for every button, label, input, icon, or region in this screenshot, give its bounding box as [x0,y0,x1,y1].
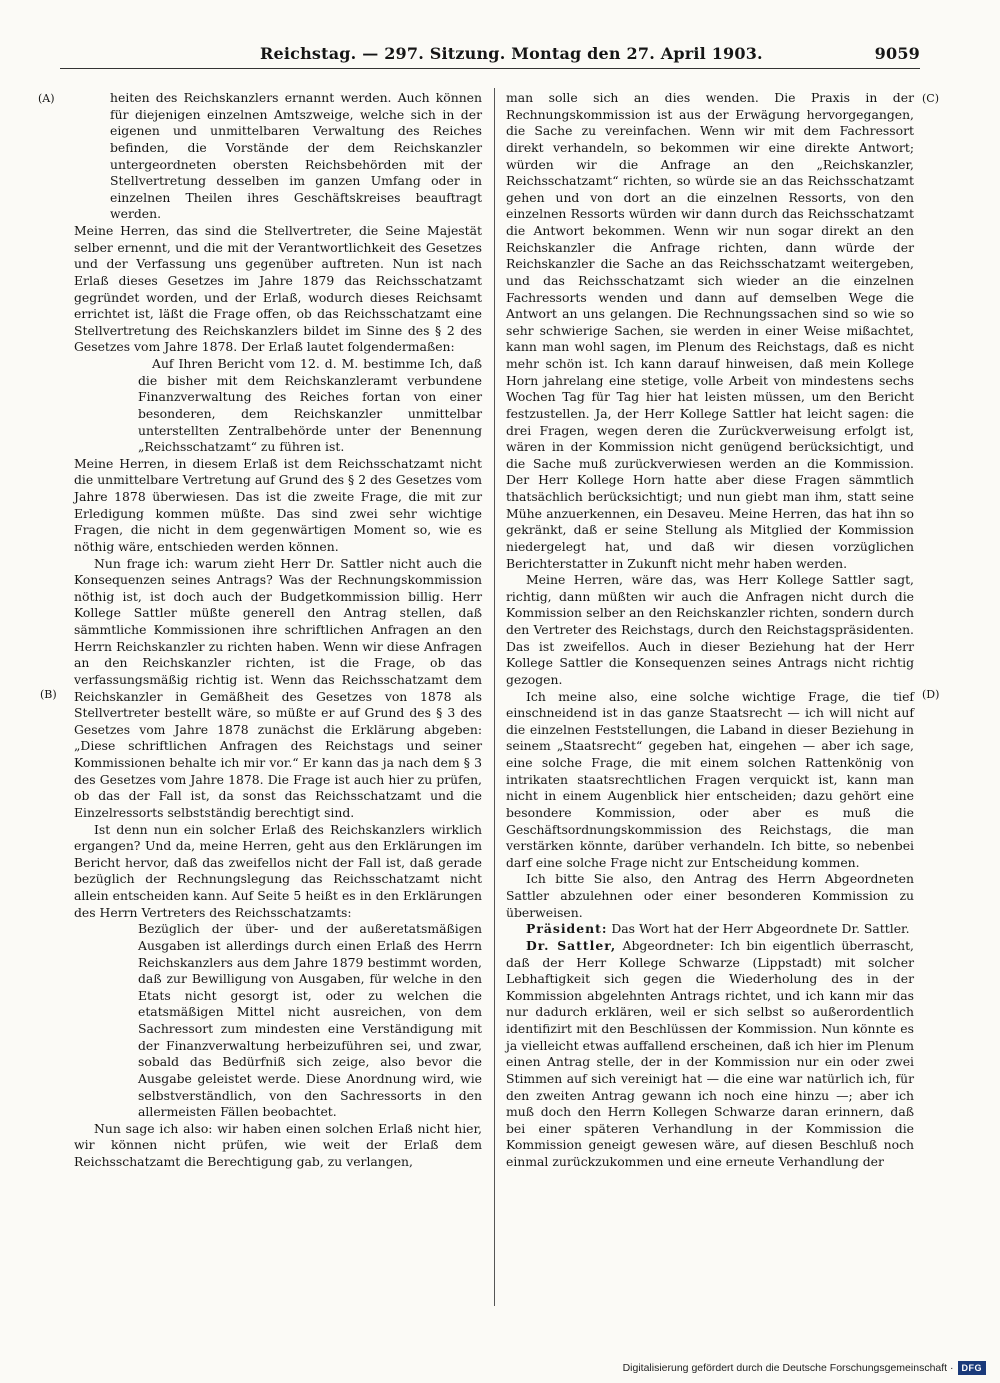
paragraph [74,223,482,356]
paragraph-text: Meine Herren, in diesem Erlaß ist dem Reichsschatzamt nicht die unmittelbare Vertretung auf Grund des § 2 des Gesetzes vom Jahre 1878 überwiesen. Das ist die zweite Frage, die mit zur Erledigung kommen müßte. Das sind zwei sehr wichtige Fragen, die nicht in dem gegenwärtigen Moment so, wie es nöthig wäre, entschieden werden können. [74,455,482,554]
paragraph-text: Abgeordneter: Ich bin eigentlich überrascht, daß der Herr Kollege Schwarze (Lippstadt) mit solcher Lebhaftigkeit sich gegen die Wiederholung des in der Kommission abgelehnten Antrags richtet, und ich kann mir das nur dadurch erklären, weil er sich selbst so außerordentlich identifizirt mit den Beschlüssen der Kommission. Nun könnte es ja vielleicht etwas auffallend erscheinen, daß ich hier im Plenum einen Antrag stelle, der in der Kommission nur ein oder zwei Stimmen auf sich vereinigt hat — die eine war natürlich ich, für den zweiten Antrag gewann ich noch eine hinzu —; aber ich muß doch den Herrn Kollegen Schwarze daran erinnern, daß bei einer späteren Verhandlung in der Kommission die Kommission geneigt gewesen wäre, auf diesen Beschluß noch einmal zurückzukommen und eine erneute Verhandlung der [506,937,915,1169]
paragraph-text: Ist denn nun ein solcher Erlaß des Reichskanzlers wirklich ergangen? Und da, meine Herren, geht aus den Erklärungen im Bericht hervor, daß das zweifellos nicht der Fall ist, daß gerade bezüglich der Rechnungslegung das Reichsschatzamt nicht allein entscheiden kann. Auf Seite 5 heißt es in den Erklärungen des Herrn Vertreters des Reichsschatzamts: [74,821,482,920]
paragraph-text: Meine Herren, das sind die Stellvertreter, die Seine Majestät selber ernennt, und die mit der Verantwortlichkeit des Gesetzes und der Verfassung uns gegenüber auftreten. Nun ist nach Erlaß dieses Gesetzes im Jahre 1879 das Reichsschatzamt gegründet worden, und der Erlaß, wodurch dieses Reichsamt errichtet ist, läßt die Frage offen, ob das Reichsschatzamt eine Stellvertretung des Reichskanzlers bildet im Sinne des § 2 des Gesetzes vom Jahre 1878. Der Erlaß lautet folgendermaßen: [74,223,482,355]
paragraph-text: Auf Ihren Bericht vom 12. d. M. bestimme Ich, daß die bisher mit dem Reichskanzleramt verbundene Finanzverwaltung des Reiches fortan von einer besonderen, dem Reichskanzler unmittelbar unterstellten Zentralbehörde unter der Benennung „Reichsschatzamt“ zu führen ist. [138,356,482,455]
dfg-logo: DFG [958,1361,987,1375]
paragraph [74,556,482,822]
margin-mark-b: (B) [40,688,57,701]
paragraph [74,356,482,456]
paragraph-text: Ich meine also, eine solche wichtige Frage, die tief einschneidend ist in das ganze Staatsrecht — ich will nicht auf die einzelnen Feststellungen, die Laband in dieser Beziehung in seinem „Staatsrecht“ gegeben hat, eingehen — aber ich sage, eine solche Frage, die mit einem solchen Rattenkönig von intrikaten staatsrechtlichen Fragen verquickt ist, kann man nicht in einem Augenblick hier entscheiden; dazu gehört eine besondere Kommission, oder aber es muß die Geschäftsordnungskommission des Reichstags, die man verstärken könnte, darüber verhandeln. Ich bitte, so nebenbei darf eine solche Frage nicht zur Entscheidung kommen. [506,688,914,870]
left-text-column [74,90,482,1171]
paragraph [506,90,914,572]
speaker-name: Dr. Sattler, [526,937,617,953]
paragraph-text: Meine Herren, wäre das, was Herr Kollege Sattler sagt, richtig, dann müßten wir auch die Anfragen nicht durch die Kommission selber an den Reichskanzler richten, sondern durch den Vertreter des Reichstags, durch den Reichstagspräsidenten. Das ist zweifellos. Auch in dieser Beziehung hat der Herr Kollege Sattler die Konsequenzen seines Antrags nicht richtig gezogen. [506,572,914,687]
paragraph [506,689,914,872]
speaker-name: Präsident: [526,921,608,937]
header-title: Reichstag. — 297. Sitzung. Montag den 27. April 1903. [260,44,763,63]
paragraph-text: heiten des Reichskanzlers ernannt werden. Auch können für diejenigen einzelnen Amtszweige, welche sich in der eigenen und unmittelbaren Verwaltung des Reiches befinden, die Vorstände der dem Reichskanzler untergeordneten obersten Reichsbehörden mit der Stellvertretung desselben im ganzen Umfang oder in einzelnen Theilen ihres Geschäftskreises beauftragt werden. [110,90,482,222]
paragraph [74,921,482,1121]
column-divider [494,88,495,1306]
margin-mark-c: (C) [922,92,939,105]
paragraph-text: Das Wort hat der Herr Abgeordnete Dr. Sattler. [607,921,910,937]
paragraph [74,1121,482,1171]
right-text-column [506,90,914,1171]
margin-mark-a: (A) [38,92,55,105]
paragraph [506,921,914,938]
paragraph [506,871,914,921]
page-number: 9059 [874,44,920,63]
paragraph-text: Ich bitte Sie also, den Antrag des Herrn Abgeordneten Sattler abzulehnen oder einer besonderen Kommission zu überweisen. [506,871,914,920]
margin-mark-d: (D) [922,688,940,701]
page-header [60,42,920,69]
paragraph [74,822,482,922]
footer-credit [623,1361,986,1375]
paragraph [74,456,482,556]
paragraph-text: man solle sich an dies wenden. Die Praxis in der Rechnungskommission ist aus der Erwägung hervorgegangen, die Sache zu vereinfachen. Wenn wir mit dem Fachressort direkt verhandeln, so bekommen wir eine direkte Antwort; würden wir die Anfrage an den „Reichskanzler, Reichsschatzamt“ richten, so würde sie an das Reichsschatzamt gehen und von dort an die einzelnen Ressorts, von den einzelnen Ressorts würden wir dann durch das Reichsschatzamt die Antwort bekommen. Wenn wir nun sogar direkt an den Reichskanzler die Anfrage richten, dann würde der Reichskanzler die Sache an das Reichsschatzamt weitergeben, und das Reichsschatzamt sich wieder an die einzelnen Fachressorts wenden und dann auf demselben Wege die Antwort an uns gelangen. Die Rechnungssachen sind so wie so sehr schwierige Sachen, sie werden in einer Weise mißachtet, kann man wohl sagen, im Plenum des Reichstags, daß es nicht mehr schön ist. Ich kann darauf hinweisen, daß mein Kollege Horn jahrelang eine stetige, volle Arbeit von mindestens sechs Wochen Tag für Tag hier hat leisten müssen, um den Bericht festzustellen. Ja, der Herr Kollege Sattler hat leicht sagen: die drei Fragen, wegen deren die Zurückverweisung erfolgt ist, wären in der Kommission nicht genügend berücksichtigt, und die Sache muß zurückverwiesen werden an die Kommission. Der Herr Kollege Horn hatte aber diese Fragen sämmtlich thatsächlich berücksichtigt; und nun giebt man ihm, statt seine Mühe anzuerkennen, ein Desaveu. Meine Herren, das hat ihn so gekränkt, daß er seine Stellung als Mitglied der Kommission niedergelegt hat, und daß wir diesen vorzüglichen Berichterstatter in Zukunft nicht mehr haben werden. [506,90,914,571]
paragraph [506,572,914,688]
footer-text: Digitalisierung gefördert durch die Deutsche Forschungsgemeinschaft · [622,1362,954,1374]
paragraph-text: Bezüglich der über- und der außeretatsmäßigen Ausgaben ist allerdings durch einen Erlaß des Herrn Reichskanzlers aus dem Jahre 1879 bestimmt worden, daß zur Bewilligung von Ausgaben, für welche in den Etats nicht gesorgt ist, oder zu welchen die etatsmäßigen Mittel nicht ausreichen, von dem Sachressort zum mindesten eine Verständigung mit der Finanzverwaltung herbeizuführen sei, und zwar, sobald das Bedürfniß sich zeige, also bevor die Ausgabe geleistet werde. Diese Anordnung wird, wie selbstverständlich, von den Sachressorts in den allermeisten Fällen beobachtet. [138,921,482,1120]
paragraph [506,938,914,1171]
paragraph-text: Nun sage ich also: wir haben einen solchen Erlaß nicht hier, wir können nicht prüfen, wie weit der Erlaß dem Reichsschatzamt die Berechtigung gab, zu verlangen, [74,1120,482,1169]
paragraph [74,90,482,223]
paragraph-text: Nun frage ich: warum zieht Herr Dr. Sattler nicht auch die Konsequenzen seines Antrags? Was der Rechnungskommission nöthig ist, ist doch auch der Budgetkommission billig. Herr Kollege Sattler müßte generell den Antrag stellen, daß sämmtliche Kommissionen ihre schriftlichen Anfragen an den Herrn Reichskanzler zu richten haben. Wenn wir diese Anfragen an den Reichskanzler richten, ist die Frage, ob das verfassungsmäßig richtig ist. Wenn das Reichsschatzamt dem Reichskanzler in Gemäßheit des Gesetzes von 1878 als Stellvertreter bestellt wäre, so müßte er auf Grund des § 3 des Gesetzes vom Jahre 1878 zunächst die Erklärung abgeben: „Diese schriftlichen Anfragen des Reichstags und seiner Kommissionen behalte ich mir vor.“ Er kann das ja nach dem § 3 des Gesetzes vom Jahre 1878. Die Frage ist auch hier zu prüfen, ob das der Fall ist, da sonst das Reichsschatzamt und die Einzelressorts selbstständig berechtigt sind. [74,555,482,820]
